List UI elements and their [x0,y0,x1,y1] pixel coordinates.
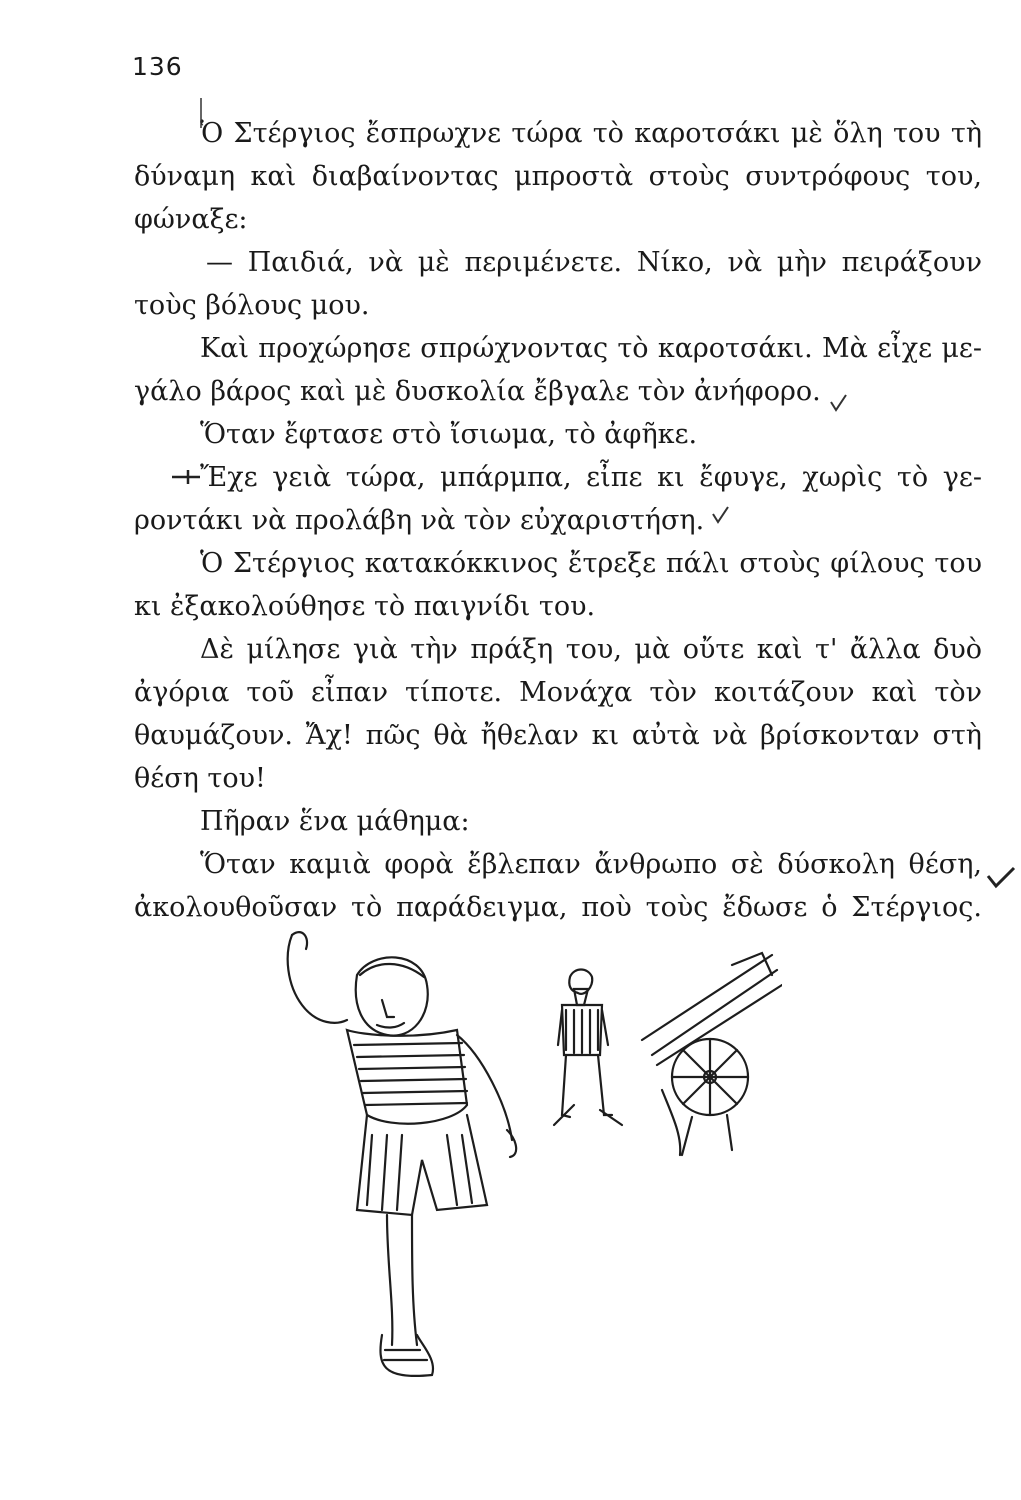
page-number: 136 [132,52,183,81]
text-line: τοὺς βόλους μου. [134,290,370,321]
text-line: Πῆραν ἕνα μάθημα: [200,806,470,837]
text-line: Ὁ Στέργιος κατακόκκινος ἔτρεξε πάλι στοὺς φίλους του [200,548,982,579]
text-line: ροντάκι νὰ προλάβη νὰ τὸν εὐχαριστήση. [134,505,705,536]
text-line: Καὶ προχώρησε σπρώχνοντας τὸ καροτσάκι. Μὰ εἶχε με- [200,333,982,364]
text-line: γάλο βάρος καὶ μὲ δυσκολία ἔβγαλε τὸν ἀνήφορο. [134,376,821,407]
text-line: ἀγόρια τοῦ εἶπαν τίποτε. Μονάχα τὸν κοιτάζουν καὶ τὸν [134,677,982,708]
text-line: θέση του! [134,763,266,794]
proof-arrow [170,468,204,486]
text-line: Δὲ μίλησε γιὰ τὴν πράξη του, μὰ οὔτε καὶ τ' ἄλλα δυὸ [200,634,982,665]
text-line: Ὅταν καμιὰ φορὰ ἔβλεπαν ἄνθρωπο σὲ δύσκολη θέση, [200,849,982,880]
text-line: ἀκολουθοῦσαν τὸ παράδειγμα, ποὺ τοὺς ἔδωσε ὁ Στέργιος. [134,892,982,923]
text-line: φώναξε: [134,204,248,235]
text-line: Ἔχε γειὰ τώρα, μπάρμπα, εἶπε κι ἔφυγε, χωρὶς τὸ γε- [200,462,982,493]
illustration-boy-and-old-man [262,905,782,1405]
proof-checkmark [984,862,1018,890]
text-line: θαυμάζουν. Ἄχ! πῶς θὰ ἤθελαν κι αὐτὰ νὰ βρίσκονταν στὴ [134,720,982,751]
text-line: Ὁ Στέργιος ἔσπρωχνε τώρα τὸ καροτσάκι μὲ ὅλη του τὴ [200,118,982,149]
proof-mark-bar [196,96,206,130]
proof-checkmark [828,392,850,414]
text-line: Ὅταν ἔφτασε στὸ ἴσιωμα, τὸ ἀφῆκε. [200,419,698,450]
text-line: — Παιδιά, νὰ μὲ περιμένετε. Νίκο, νὰ μὴν πειράξουν [206,247,982,278]
text-line: κι ἐξακολούθησε τὸ παιγνίδι του. [134,591,596,622]
sketch-drawing [262,905,782,1405]
story-text [134,112,982,929]
text-line: δύναμη καὶ διαβαίνοντας μπροστὰ στοὺς συντρόφους του, [134,161,982,192]
proof-checkmark [710,504,732,526]
